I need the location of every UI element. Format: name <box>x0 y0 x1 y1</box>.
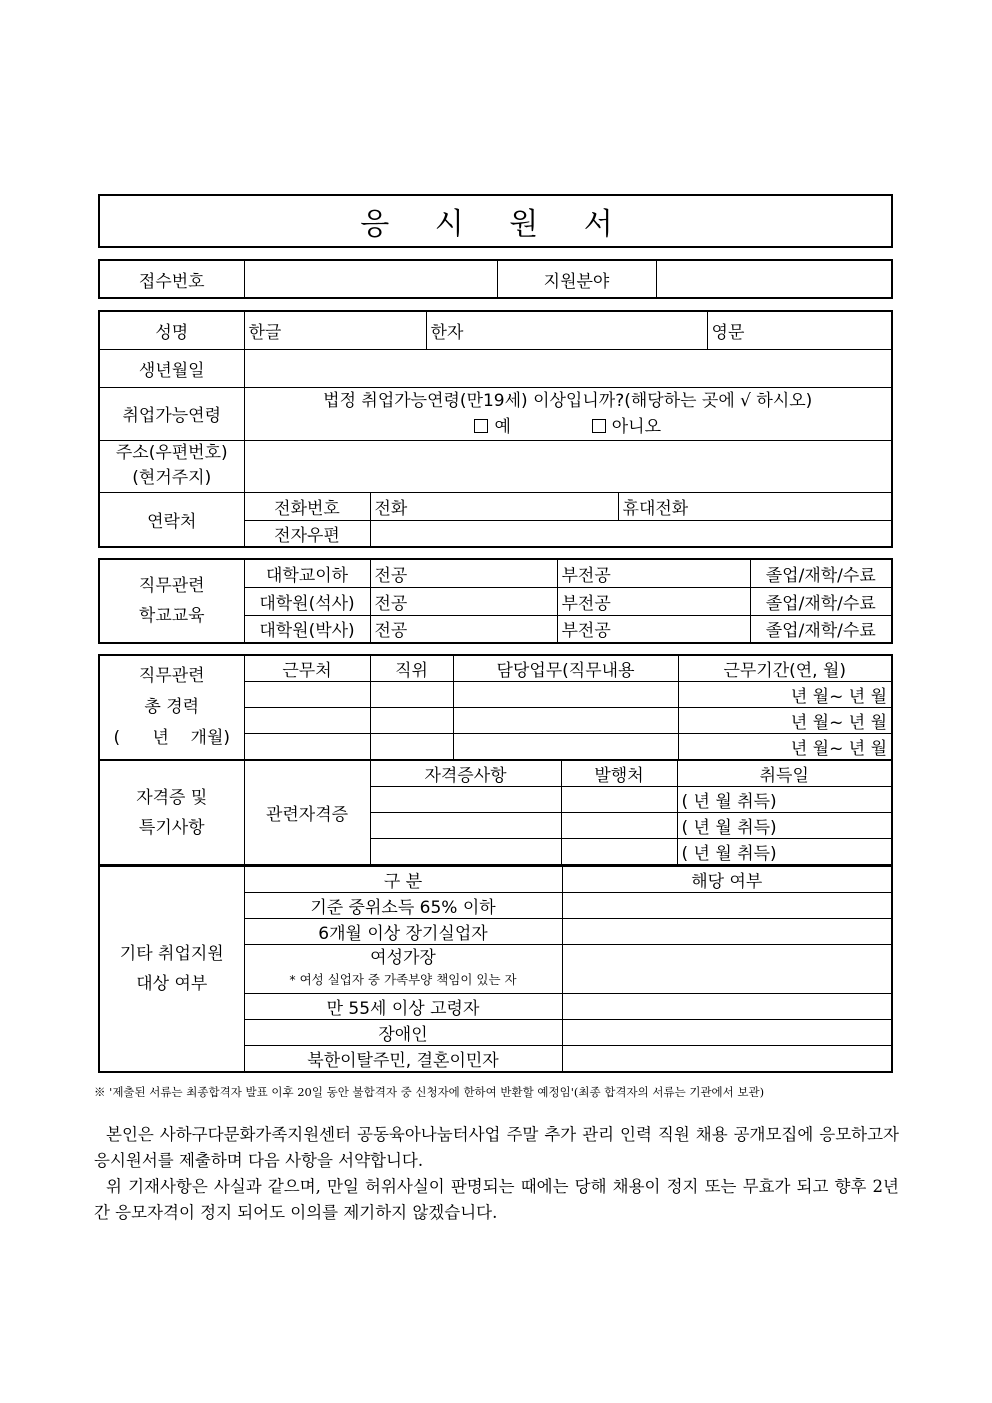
yes-option[interactable]: 예 <box>474 417 510 437</box>
declaration <box>94 1122 899 1226</box>
support-check[interactable] <box>562 893 892 919</box>
name-label: 성명 <box>99 311 244 349</box>
cert-header-issuer: 발행처 <box>561 760 677 787</box>
support-item: 북한이탈주민, 결혼이민자 <box>244 1046 562 1073</box>
age-label: 취업가능연령 <box>99 387 244 440</box>
career-header-period: 근무기간(연, 월) <box>678 655 892 682</box>
edu-status[interactable]: 졸업/재학/수료 <box>750 615 892 643</box>
career-workplace-input[interactable] <box>244 734 370 761</box>
apply-field-input[interactable] <box>656 260 892 298</box>
document-return-note: ※ '제출된 서류는 최종합격자 발표 이후 20일 동안 불합격자 중 신청자에 한하여 반환할 예정임'(최종 합격자의 서류는 기관에서 보관) <box>94 1085 765 1099</box>
support-header-category: 구 분 <box>244 866 562 893</box>
name-hangul-field[interactable]: 한글 <box>244 311 426 349</box>
cert-header-date: 취득일 <box>677 760 892 787</box>
support-item: 만 55세 이상 고령자 <box>244 994 562 1020</box>
age-cell <box>244 387 892 440</box>
cert-issuer-input[interactable] <box>561 787 677 813</box>
reception-table <box>98 259 893 299</box>
cert-acquired[interactable]: ( 년 월 취득) <box>677 839 892 866</box>
birth-label: 생년월일 <box>99 349 244 387</box>
no-checkbox[interactable] <box>592 419 606 433</box>
support-check[interactable] <box>562 994 892 1020</box>
cert-name-input[interactable] <box>370 813 561 839</box>
name-english-field[interactable]: 영문 <box>707 311 892 349</box>
edu-status[interactable]: 졸업/재학/수료 <box>750 587 892 615</box>
edu-level: 대학원(석사) <box>244 587 370 615</box>
support-table <box>98 865 893 1073</box>
support-check[interactable] <box>562 1020 892 1046</box>
career-position-input[interactable] <box>370 734 453 761</box>
age-question: 법정 취업가능연령(만19세) 이상입니까?(해당하는 곳에 √ 하시오) <box>323 390 813 411</box>
career-duty-input[interactable] <box>453 734 678 761</box>
cert-header-name: 자격증사항 <box>370 760 561 787</box>
support-item: 장애인 <box>244 1020 562 1046</box>
support-item-female-head: 여성가장 * 여성 실업자 중 가족부양 책임이 있는 자 <box>244 945 562 994</box>
support-item: 6개월 이상 장기실업자 <box>244 919 562 945</box>
certificates-label: 자격증 및 특기사항 <box>99 760 244 865</box>
edu-minor[interactable]: 부전공 <box>557 587 750 615</box>
career-workplace-input[interactable] <box>244 682 370 708</box>
edu-major[interactable]: 전공 <box>370 559 557 587</box>
career-workplace-input[interactable] <box>244 708 370 734</box>
declaration-p1: 본인은 사하구다문화가족지원센터 공동육아나눔터사업 주말 추가 관리 인력 직원 채용 공개모집에 응모하고자 응시원서를 제출하며 다음 사항을 서약합니다. <box>94 1125 899 1170</box>
yes-checkbox[interactable] <box>474 419 488 433</box>
phone-field[interactable]: 전화 <box>370 492 618 520</box>
edu-minor[interactable]: 부전공 <box>557 559 750 587</box>
education-label: 직무관련 학교교육 <box>99 559 244 643</box>
declaration-p2: 위 기재사항은 사실과 같으며, 만일 허위사실이 판명되는 때에는 당해 채용이 정지 또는 무효가 되고 향후 2년간 응모자격이 정지 되어도 이의를 제기하지 않겠습니다. <box>94 1177 899 1222</box>
career-duty-input[interactable] <box>453 708 678 734</box>
personal-table <box>98 310 893 548</box>
female-head-note: * 여성 실업자 중 가족부양 책임이 있는 자 <box>289 972 517 987</box>
edu-major[interactable]: 전공 <box>370 587 557 615</box>
edu-level: 대학원(박사) <box>244 615 370 643</box>
education-table <box>98 558 893 644</box>
career-position-input[interactable] <box>370 682 453 708</box>
phone-number-label: 전화번호 <box>244 492 370 520</box>
email-label: 전자우편 <box>244 520 370 547</box>
cert-name-input[interactable] <box>370 787 561 813</box>
career-position-input[interactable] <box>370 708 453 734</box>
career-table <box>98 654 893 761</box>
email-input[interactable] <box>370 520 892 547</box>
support-item: 기준 중위소득 65% 이하 <box>244 893 562 919</box>
career-duty-input[interactable] <box>453 682 678 708</box>
career-header-duty: 담당업무(직무내용 <box>453 655 678 682</box>
support-check[interactable] <box>562 919 892 945</box>
name-hanja-field[interactable]: 한자 <box>426 311 707 349</box>
mobile-field[interactable]: 휴대전화 <box>618 492 892 520</box>
reception-number-input[interactable] <box>244 260 497 298</box>
cert-acquired[interactable]: ( 년 월 취득) <box>677 787 892 813</box>
address-label: 주소(우편번호) (현거주지) <box>99 440 244 492</box>
career-header-position: 직위 <box>370 655 453 682</box>
apply-field-label: 지원분야 <box>497 260 656 298</box>
birth-input[interactable] <box>244 349 892 387</box>
edu-minor[interactable]: 부전공 <box>557 615 750 643</box>
support-check[interactable] <box>562 945 892 994</box>
cert-issuer-input[interactable] <box>561 813 677 839</box>
support-header-applicable: 해당 여부 <box>562 866 892 893</box>
career-label: 직무관련 총 경력 ( 년 개월) <box>99 655 244 760</box>
cert-issuer-input[interactable] <box>561 839 677 866</box>
no-option[interactable]: 아니오 <box>592 417 661 437</box>
support-label: 기타 취업지원 대상 여부 <box>99 866 244 1072</box>
reception-number-label: 접수번호 <box>99 260 244 298</box>
related-certificates-label: 관련자격증 <box>244 760 370 865</box>
edu-level: 대학교이하 <box>244 559 370 587</box>
address-input[interactable] <box>244 440 892 492</box>
career-period[interactable]: 년 월~ 년 월 <box>678 682 892 708</box>
career-header-workplace: 근무처 <box>244 655 370 682</box>
edu-major[interactable]: 전공 <box>370 615 557 643</box>
edu-status[interactable]: 졸업/재학/수료 <box>750 559 892 587</box>
career-period[interactable]: 년 월~ 년 월 <box>678 708 892 734</box>
support-check[interactable] <box>562 1046 892 1073</box>
cert-name-input[interactable] <box>370 839 561 866</box>
career-period[interactable]: 년 월~ 년 월 <box>678 734 892 761</box>
form-title: 응 시 원 서 <box>98 194 893 248</box>
certificates-table <box>98 759 893 866</box>
contact-label: 연락처 <box>99 492 244 547</box>
cert-acquired[interactable]: ( 년 월 취득) <box>677 813 892 839</box>
